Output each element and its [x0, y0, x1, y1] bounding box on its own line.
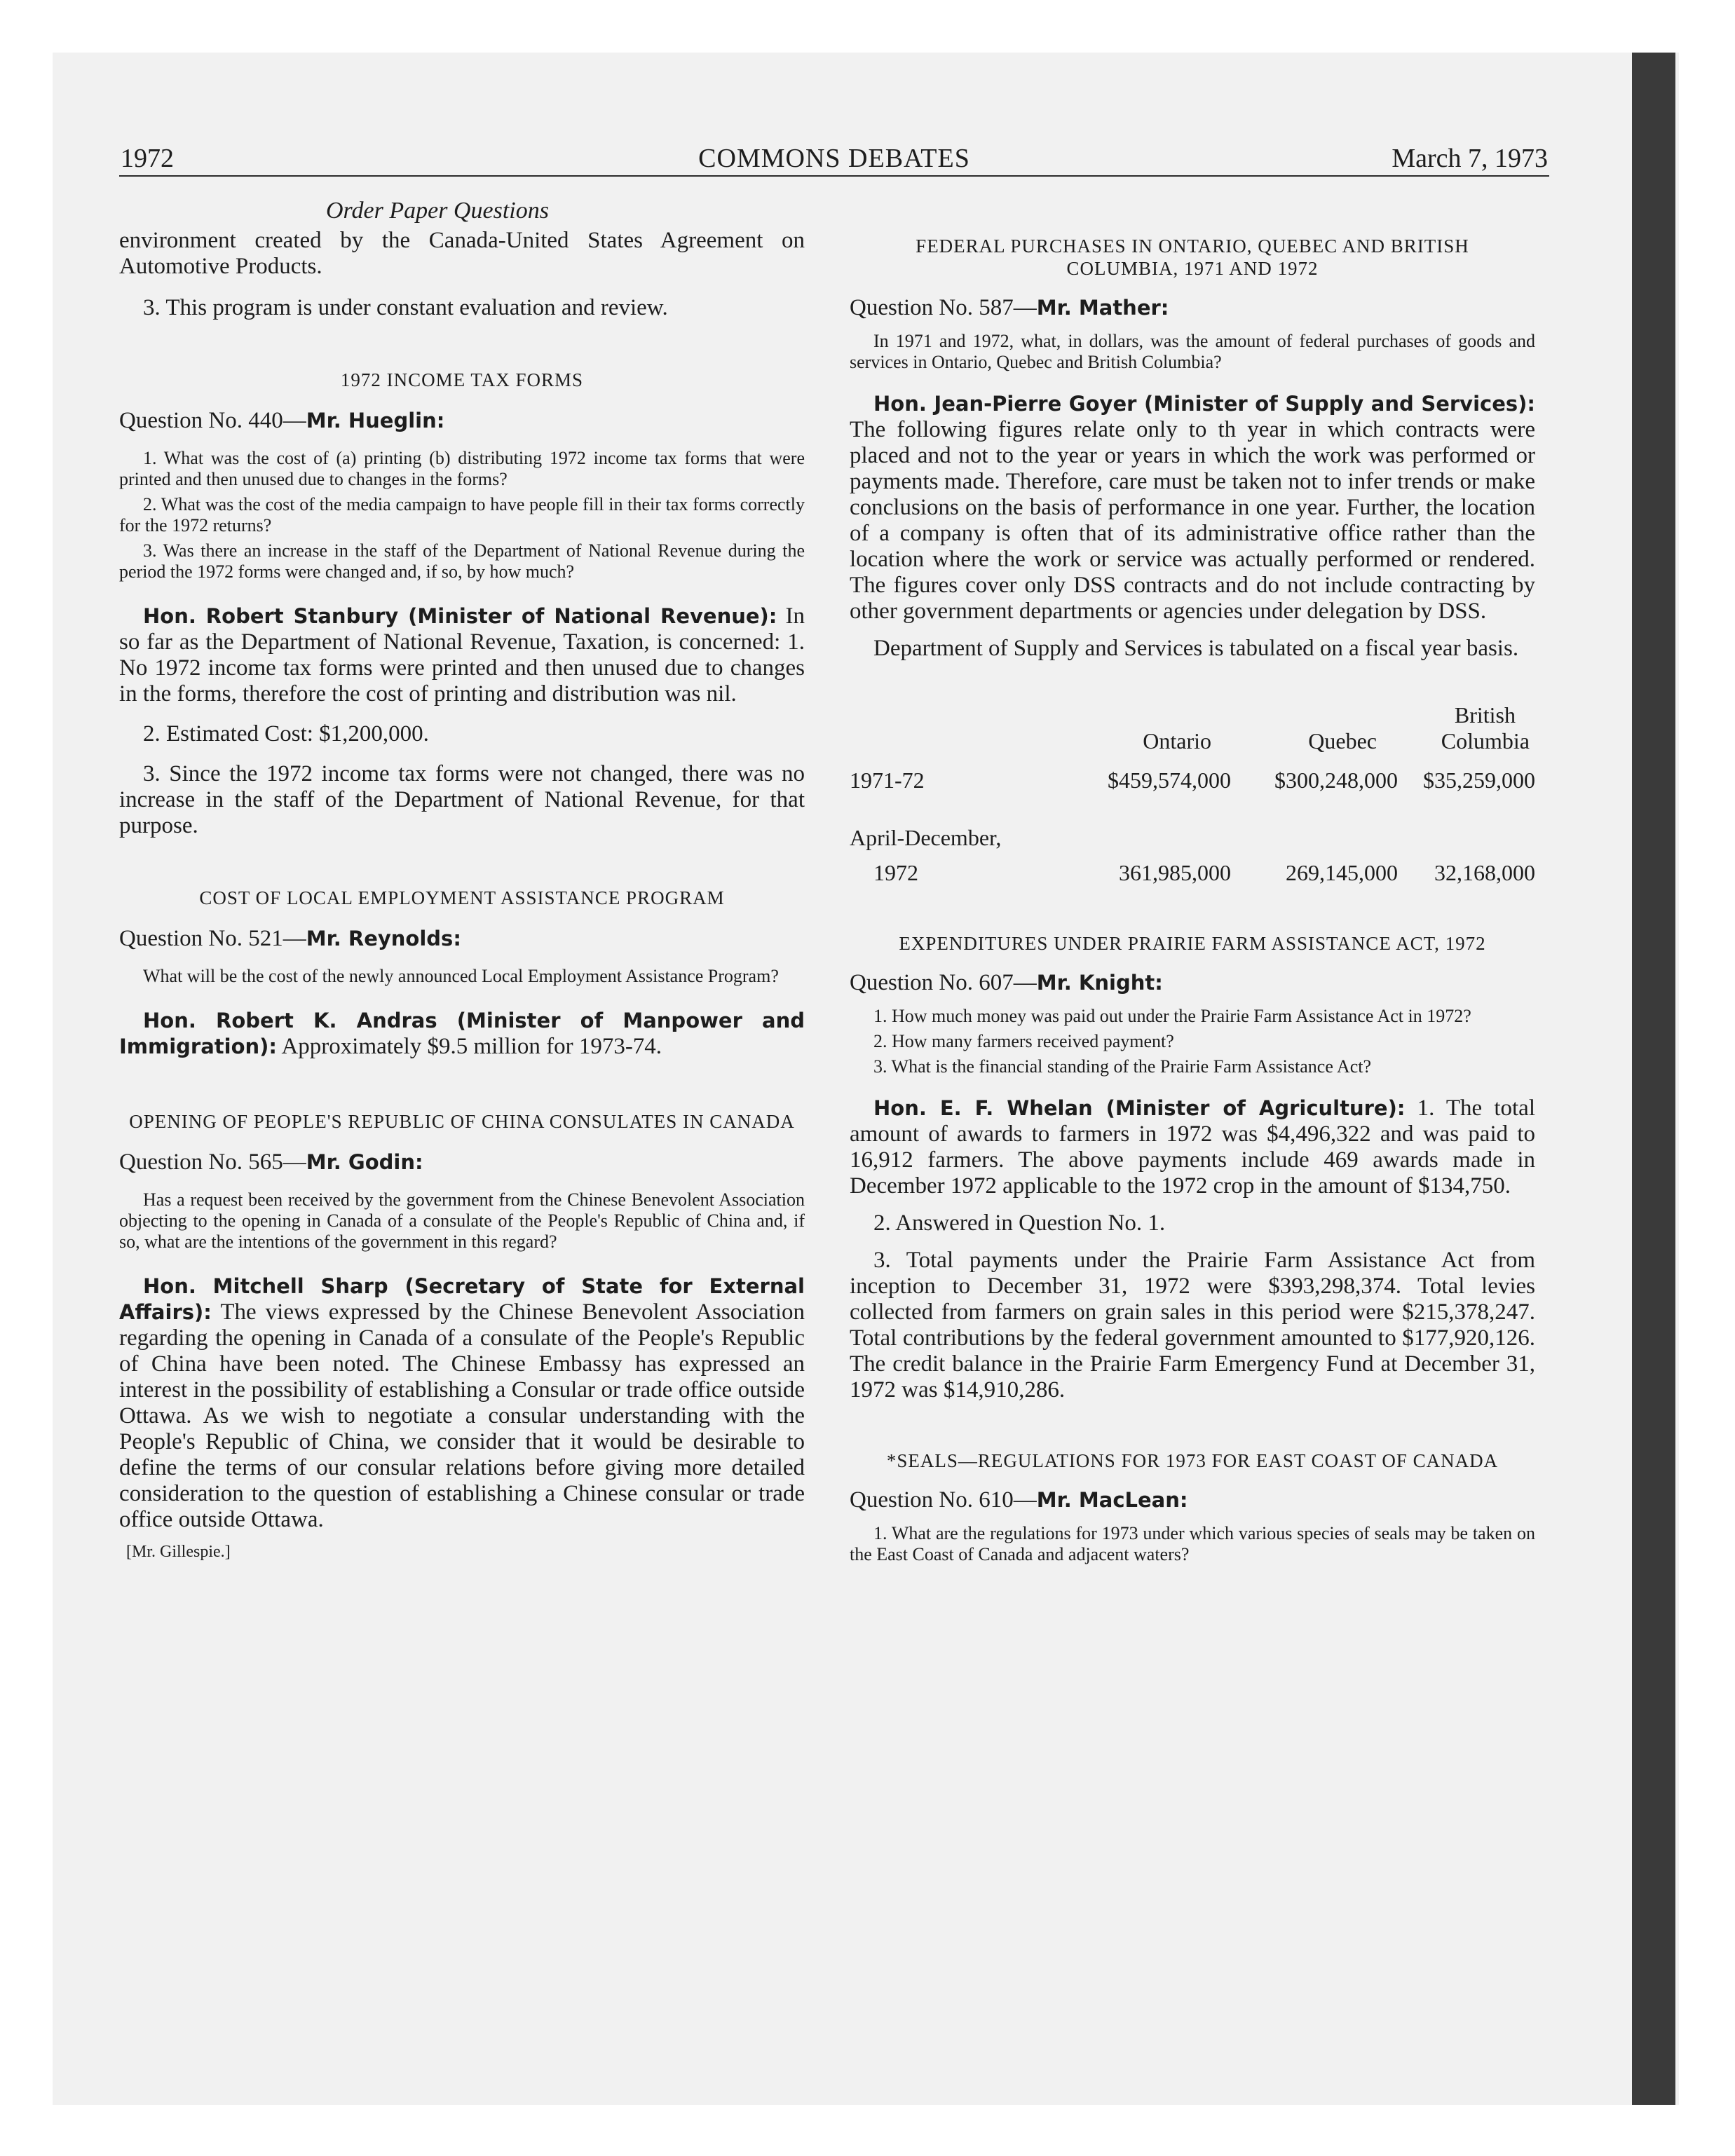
answer-paragraph	[850, 1096, 1535, 1199]
question-number: Question No. 610—	[850, 1487, 1037, 1513]
question-text: 3. What is the financial standing of the Prairie Farm Assistance Act?	[873, 1056, 1372, 1077]
speaker-name: Hon. Mitchell Sharp (Secretary of State for External Affairs):	[119, 1274, 805, 1324]
question-text: 1. What was the cost of (a) printing (b) distributing 1972 income tax forms that were printed and then unused due to changes in the forms?	[119, 448, 805, 489]
continued-paragraph: environment created by the Canada-United States Agreement on Automotive Products.	[119, 228, 805, 279]
table-header-row	[850, 728, 1535, 754]
table-cell: 361,985,000	[1119, 860, 1231, 885]
section-heading: 1972 INCOME TAX FORMS	[340, 369, 584, 390]
answer-paragraph: 2. Answered in Question No. 1.	[873, 1210, 1166, 1236]
question-text: What will be the cost of the newly announced Local Employment Assistance Program?	[143, 966, 779, 986]
issue-date: March 7, 1973	[1392, 144, 1548, 173]
question-line	[119, 1149, 805, 1175]
row-label: 1971-72	[850, 767, 925, 793]
answer-paragraph	[850, 391, 1535, 625]
question-text: 2. What was the cost of the media campaign to have people fill in their tax forms correctly for the 1972 returns?	[119, 494, 805, 535]
question-section	[850, 235, 1535, 886]
page-number: 1972	[121, 144, 174, 173]
section-heading: COST OF LOCAL EMPLOYMENT ASSISTANCE PROGRAM	[199, 887, 725, 908]
column-header-line: British	[1454, 702, 1516, 728]
answer-text: The views expressed by the Chinese Benevolent Association regarding the opening in Canada of a consulate of the People's Republic of China have been noted. The Chinese Embassy has expressed an interest in the possibility of establishing a Consular or trade office outside Ottawa. As we wish to negotiate a consular understanding with the People's Republic of China, we consider that it would be desirable to define the terms of our consular relations before giving more detailed consideration to the question of establishing a Chinese consular or trade office outside Ottawa.	[119, 1299, 805, 1532]
question-line	[119, 408, 805, 434]
speaker-name: Hon. Robert Stanbury (Minister of National Revenue):	[143, 604, 777, 628]
publication-title: COMMONS DEBATES	[698, 144, 970, 173]
purchases-table	[850, 702, 1535, 886]
question-section	[850, 1449, 1535, 1565]
answer-text: 1. The total amount of awards to farmers in 1972 was $4,496,322 and was paid to 16,912 farmers. The above payments include 469 awards made in December 1972 applicable to the 1972 crop in the amount of $134,750.	[850, 1096, 1535, 1199]
question-text: 3. Was there an increase in the staff of the Department of National Revenue during the period the 1972 forms were changed and, if so, by how much?	[119, 540, 805, 582]
member-name: Mr. Godin:	[306, 1150, 423, 1174]
question-section	[119, 887, 805, 1060]
table-header-row	[850, 702, 1535, 728]
row-label: 1972	[873, 860, 918, 885]
table-cell: $35,259,000	[1423, 767, 1535, 793]
question-text: 1. How much money was paid out under the Prairie Farm Assistance Act in 1972?	[873, 1006, 1471, 1026]
question-line	[850, 970, 1535, 996]
table-cell: $300,248,000	[1274, 767, 1398, 793]
member-name: Mr. Mather:	[1036, 296, 1169, 320]
table-row	[850, 754, 1535, 793]
column-header-bc: Columbia	[1441, 728, 1530, 753]
speaker-note: [Mr. Gillespie.]	[126, 1543, 231, 1561]
question-number: Question No. 587—	[850, 295, 1037, 320]
answer-text: Approximately $9.5 million for 1973-74.	[277, 1034, 662, 1059]
answer-paragraph: 3. Since the 1972 income tax forms were not changed, there was no increase in the staff of the Department of National Revenue, for that purpose.	[119, 761, 805, 838]
column-header-quebec: Quebec	[1308, 728, 1377, 753]
answer-text: In so far as the Department of National Revenue, Taxation, is concerned: 1. No 1972 income tax forms were printed and then unused due to changes in the forms, therefore the cost of printing and distribution was nil.	[119, 603, 805, 707]
speaker-name: Hon. Jean-Pierre Goyer (Minister of Supply and Services):	[873, 392, 1535, 416]
continued-paragraph: 3. This program is under constant evaluation and review.	[143, 295, 668, 320]
section-heading: OPENING OF PEOPLE'S REPUBLIC OF CHINA CONSULATES IN CANADA	[129, 1111, 795, 1132]
answer-paragraph: Department of Supply and Services is tabulated on a fiscal year basis.	[873, 636, 1519, 661]
answer-paragraph: 3. Total payments under the Prairie Farm Assistance Act from inception to December 31, 1972 were $393,298,374. Total levies collected from farmers on grain sales in this period were $215,378,247. Total contributions by the federal government amounted to $177,920,126. The credit balance in the Prairie Farm Emergency Fund at December 31, 1972 was $14,910,286.	[850, 1248, 1535, 1403]
table-cell: 32,168,000	[1434, 860, 1535, 885]
section-heading: EXPENDITURES UNDER PRAIRIE FARM ASSISTANCE ACT, 1972	[899, 933, 1486, 954]
question-line	[850, 295, 1535, 321]
speaker-name: Hon. Robert K. Andras (Minister of Manpower and Immigration):	[119, 1009, 805, 1058]
table-cell: 269,145,000	[1286, 860, 1398, 885]
table-cell: $459,574,000	[1108, 767, 1231, 793]
question-section	[119, 369, 805, 839]
question-number: Question No. 440—	[119, 408, 306, 433]
row-label: April-December,	[850, 825, 1002, 850]
question-text: 1. What are the regulations for 1973 under which various species of seals may be taken on the East Coast of Canada and adjacent waters?	[850, 1523, 1535, 1564]
member-name: Mr. Reynolds:	[306, 927, 461, 950]
speaker-name: Hon. E. F. Whelan (Minister of Agriculture):	[873, 1096, 1406, 1120]
answer-paragraph: 2. Estimated Cost: $1,200,000.	[143, 721, 429, 746]
question-section	[119, 1110, 805, 1562]
question-text: In 1971 and 1972, what, in dollars, was the amount of federal purchases of goods and services in Ontario, Quebec and British Columbia?	[850, 331, 1535, 372]
column-header-ontario: Ontario	[1143, 728, 1211, 753]
question-number: Question No. 521—	[119, 926, 306, 951]
section-heading: FEDERAL PURCHASES IN ONTARIO, QUEBEC AND BRITISH COLUMBIA, 1971 AND 1972	[916, 236, 1469, 279]
left-column	[119, 228, 805, 1562]
question-line	[850, 1487, 1535, 1513]
right-column	[850, 228, 1535, 1565]
question-text: 2. How many farmers received payment?	[873, 1031, 1174, 1051]
answer-paragraph	[119, 603, 805, 707]
section-subheading: Order Paper Questions	[326, 198, 549, 224]
table-row	[850, 793, 1535, 851]
section-heading: *SEALS—REGULATIONS FOR 1973 FOR EAST COAST OF CANADA	[886, 1450, 1499, 1471]
table-row	[850, 851, 1535, 886]
member-name: Mr. Hueglin:	[306, 409, 445, 432]
question-number: Question No. 607—	[850, 970, 1037, 995]
answer-paragraph	[119, 1008, 805, 1060]
answer-text: The following figures relate only to th year in which contracts were placed and not to the year or years in which the work was performed or payments made. Therefore, care must be taken not to infer trends or make conclusions on the basis of performance in one year. Further, the location of a company is often that of its administrative office rather than the location where the work or service was actually performed or rendered. The figures cover only DSS contracts and do not include contracting by other government departments or agencies under delegation by DSS.	[850, 417, 1535, 624]
question-line	[119, 926, 805, 952]
answer-paragraph	[119, 1274, 805, 1533]
scan-edge-shadow	[1632, 53, 1675, 2105]
member-name: Mr. MacLean:	[1036, 1488, 1188, 1512]
question-section	[850, 932, 1535, 1403]
question-number: Question No. 565—	[119, 1149, 306, 1175]
member-name: Mr. Knight:	[1036, 971, 1163, 995]
running-header	[119, 140, 1549, 177]
question-text: Has a request been received by the government from the Chinese Benevolent Association objecting to the opening in Canada of a consulate of the People's Republic of China and, if so, what are the intentions of the government in this regard?	[119, 1189, 805, 1252]
